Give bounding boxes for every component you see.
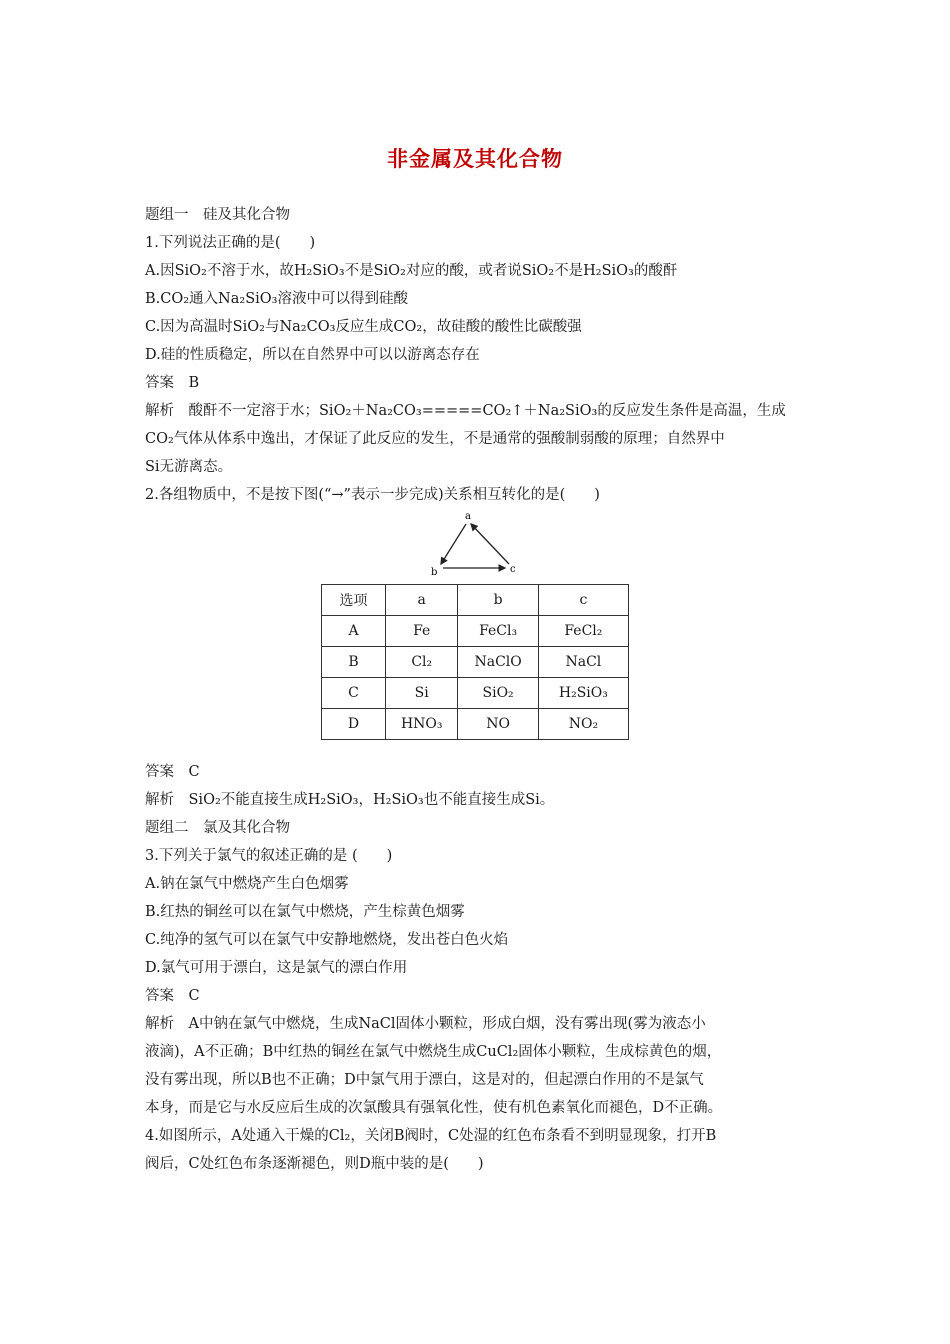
option-a: A.因SiO₂不溶于水，故H₂SiO₃不是SiO₂对应的酸，或者说SiO₂不是H₂SiO₃的酸酐 xyxy=(145,263,678,279)
table-cell: Cl₂ xyxy=(386,647,458,678)
section-heading: 题组二 氯及其化合物 xyxy=(145,820,290,836)
arrow-a-to-b xyxy=(441,524,466,564)
page-title: 非金属及其化合物 xyxy=(387,147,563,171)
explanation: Si无游离态。 xyxy=(145,459,233,475)
explanation: 解析 SiO₂不能直接生成H₂SiO₃，H₂SiO₃也不能直接生成Si。 xyxy=(145,792,555,808)
answer: 答案 C xyxy=(145,988,200,1004)
explanation: 没有雾出现，所以B也不正确；D中氯气用于漂白，这是对的，但起漂白作用的不是氯气 xyxy=(145,1072,704,1088)
table-header-row xyxy=(322,585,629,616)
table-cell: B xyxy=(322,647,386,678)
question-4: 阀后，C处红色布条逐渐褪色，则D瓶中装的是( ) xyxy=(145,1156,484,1172)
arrow-c-to-a xyxy=(471,524,509,564)
explanation: 解析 酸酐不一定溶于水；SiO₂＋Na₂CO₃=====CO₂↑＋Na₂SiO₃的反应发生条件是高温，生成 xyxy=(145,403,786,419)
table-header-cell: b xyxy=(458,585,538,616)
table-row xyxy=(322,616,629,647)
explanation: 本身，而是它与水反应后生成的次氯酸具有强氧化性，使有机色素氧化而褪色，D不正确。 xyxy=(145,1100,723,1116)
node-a: a xyxy=(465,511,471,522)
question-1: 1.下列说法正确的是( ) xyxy=(145,235,316,251)
table-cell: A xyxy=(322,616,386,647)
question-3: 3.下列关于氯气的叙述正确的是 ( ) xyxy=(145,848,393,864)
table-cell: NaCl xyxy=(538,647,628,678)
answer: 答案 C xyxy=(145,764,200,780)
triangle-diagram xyxy=(425,508,525,580)
table-header-cell: a xyxy=(386,585,458,616)
table-cell: FeCl₂ xyxy=(538,616,628,647)
table-row xyxy=(322,647,629,678)
option-c: C.因为高温时SiO₂与Na₂CO₃反应生成CO₂，故硅酸的酸性比碳酸强 xyxy=(145,319,582,335)
option-a: A.钠在氯气中燃烧产生白色烟雾 xyxy=(145,876,349,892)
table-cell: D xyxy=(322,709,386,740)
explanation: 液滴)，A不正确；B中红热的铜丝在氯气中燃烧生成CuCl₂固体小颗粒，生成棕黄色的烟， xyxy=(145,1044,722,1060)
option-d: D.氯气可用于漂白，这是氯气的漂白作用 xyxy=(145,960,408,976)
option-b: B.红热的铜丝可以在氯气中燃烧，产生棕黄色烟雾 xyxy=(145,904,465,920)
option-b: B.CO₂通入Na₂SiO₃溶液中可以得到硅酸 xyxy=(145,291,408,307)
table-cell: NO₂ xyxy=(538,709,628,740)
question-4: 4.如图所示，A处通入干燥的Cl₂，关闭B阀时，C处湿的红色布条看不到明显现象，打开B xyxy=(145,1128,717,1144)
table-cell: Fe xyxy=(386,616,458,647)
table-cell: H₂SiO₃ xyxy=(538,678,628,709)
table-cell: NO xyxy=(458,709,538,740)
section-heading: 题组一 硅及其化合物 xyxy=(145,207,290,223)
table-cell: SiO₂ xyxy=(458,678,538,709)
question-2: 2.各组物质中，不是按下图(“→”表示一步完成)关系相互转化的是( ) xyxy=(145,487,600,503)
table-row xyxy=(322,678,629,709)
explanation: CO₂气体从体系中逸出，才保证了此反应的发生，不是通常的强酸制弱酸的原理；自然界中 xyxy=(145,431,725,447)
table-header-cell: c xyxy=(538,585,628,616)
table-cell: FeCl₃ xyxy=(458,616,538,647)
option-d: D.硅的性质稳定，所以在自然界中可以以游离态存在 xyxy=(145,347,480,363)
table-cell: Si xyxy=(386,678,458,709)
node-c: c xyxy=(510,564,516,575)
table-cell: C xyxy=(322,678,386,709)
node-b: b xyxy=(431,567,438,578)
explanation: 解析 A中钠在氯气中燃烧，生成NaCl固体小颗粒，形成白烟，没有雾出现(雾为液态小 xyxy=(145,1016,706,1032)
option-c: C.纯净的氢气可以在氯气中安静地燃烧，发出苍白色火焰 xyxy=(145,932,509,948)
table-cell: HNO₃ xyxy=(386,709,458,740)
options-table xyxy=(321,584,629,740)
table-header-cell: 选项 xyxy=(322,585,386,616)
table-row xyxy=(322,709,629,740)
answer: 答案 B xyxy=(145,375,200,391)
table-cell: NaClO xyxy=(458,647,538,678)
